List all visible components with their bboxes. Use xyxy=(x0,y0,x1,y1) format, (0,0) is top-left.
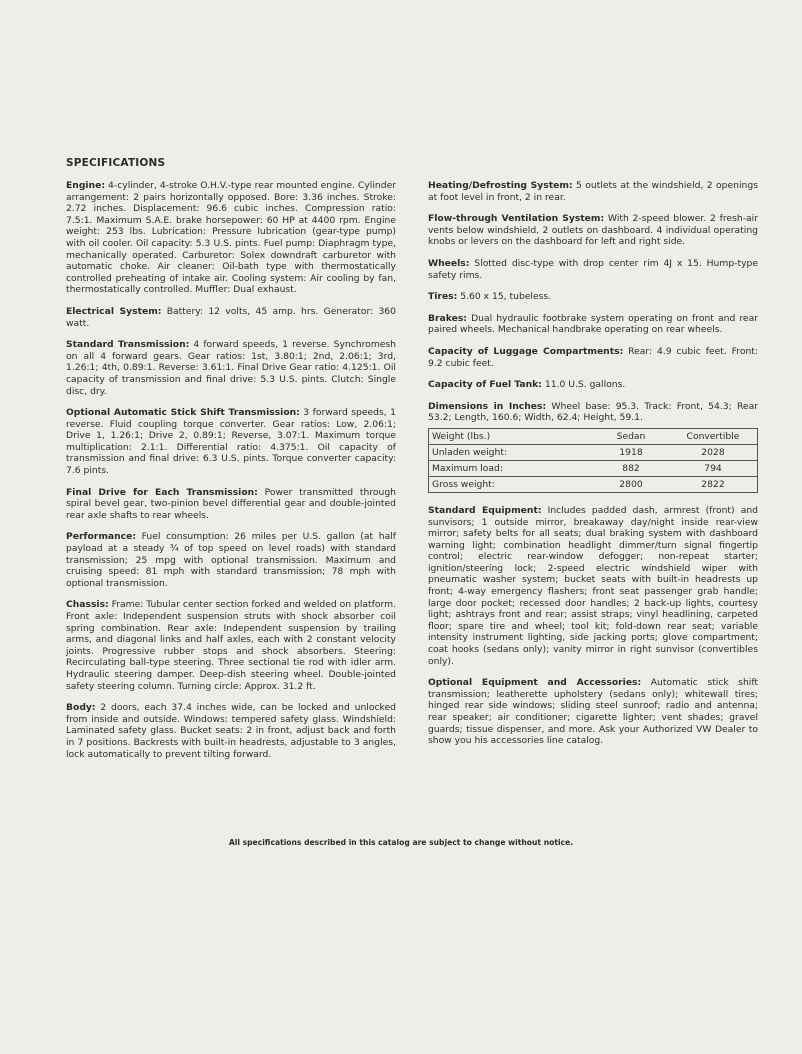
spec-label: Tires: xyxy=(428,291,458,303)
spec-text: 3 forward speeds, 1 reverse. Fluid coupling torque converter. Gear ratios: Low, 2.06:1; Drive 1, 1.26:1; Drive 2, 0.89:1; Reverse, 3.07:1. Maximum torque multiplication: 2.1:1. Differential ratio: 4.375:1. Oil capacity of transmission and final drive: 6.3 U.S. pints. Torque converter capacity: 7.6 pints. xyxy=(66,407,396,477)
table-header-cell: Sedan xyxy=(593,428,669,444)
table-cell: 2800 xyxy=(593,476,669,492)
spec-fuel-tank xyxy=(428,379,758,391)
table-header-cell: Convertible xyxy=(669,428,758,444)
spec-label: Chassis: xyxy=(66,599,109,611)
table-cell: 2028 xyxy=(669,444,758,460)
table-row xyxy=(429,476,758,492)
table-row xyxy=(429,444,758,460)
table-header-row xyxy=(429,428,758,444)
spec-optional-equipment xyxy=(428,677,758,747)
spec-text: Dual hydraulic footbrake system operating on front and rear paired wheels. Mechanical handbrake operating on rear wheels. xyxy=(428,312,758,336)
table-cell: Maximum load: xyxy=(429,460,594,476)
spec-label: Heating/Defrosting System: xyxy=(428,180,573,191)
table-cell: 2822 xyxy=(669,476,758,492)
spec-engine xyxy=(66,180,396,296)
spec-text: 5 outlets at the windshield, 2 openings at foot level in front, 2 in rear. xyxy=(428,180,758,203)
spec-chassis xyxy=(66,599,396,692)
spec-electrical xyxy=(66,306,396,329)
spec-standard-transmission xyxy=(66,339,396,397)
table-cell: Unladen weight: xyxy=(429,444,594,460)
spec-text: Fuel consumption: 26 miles per U.S. gallon (at half payload at a steady ¾ of top speed on level roads) with standard transmission; 25 mpg with optional transmission. Maximum and cruising speed: 81 mph with standard transmission; 78 mph with optional transmission. xyxy=(66,531,396,589)
spec-label: Final Drive for Each Transmission: xyxy=(66,486,258,498)
spec-text: Wheel base: 95.3. Track: Front, 54.3; Rear 53.2; Length, 160.6; Width, 62.4; Height, 59.1. xyxy=(428,400,758,424)
spec-text: 5.60 x 15, tubeless. xyxy=(457,291,552,303)
spec-label: Optional Equipment and Accessories: xyxy=(428,677,642,689)
right-column xyxy=(428,180,758,757)
spec-label: Capacity of Luggage Compartments: xyxy=(428,345,624,357)
spec-tires xyxy=(428,291,758,303)
spec-luggage xyxy=(428,346,758,369)
spec-label: Optional Automatic Stick Shift Transmission: xyxy=(66,407,300,419)
weight-table xyxy=(428,428,758,493)
spec-label: Dimensions in Inches: xyxy=(428,400,547,412)
spec-automatic-transmission xyxy=(66,407,396,477)
spec-ventilation xyxy=(428,213,758,248)
table-cell: 794 xyxy=(669,460,758,476)
spec-text: Frame: Tubular center section forked and welded on platform. Front axle: Independent suspension struts with shock absorber coil spring combination. Rear axle: Independent suspension by trailing arms, and diagonal links and half axles, each with 2 constant velocity joints. Progressive rubber stops and shock absorbers. Steering: Recirculating ball-type steering. Three sectional tie rod with idler arm. Hydraulic steering damper. Deep-dish steering wheel. Double-jointed safety steering column. Turning circle: Approx. 31.2 ft. xyxy=(66,599,396,692)
spec-text: Rear: 4.9 cubic feet. Front: 9.2 cubic feet. xyxy=(428,345,758,369)
spec-text: Power transmitted through spiral bevel gear, two-pinion bevel differential gear and double-jointed rear axle shafts to rear wheels. xyxy=(66,486,396,521)
page-heading: SPECIFICATIONS xyxy=(66,157,166,169)
spec-text: 2 doors, each 37.4 inches wide, can be locked and unlocked from inside and outside. Windows: tempered safety glass. Windshield: Laminated safety glass. Bucket seats: 2 in front, adjust back and forth in 7 positions. Backrests with built-in headrests, adjustable to 3 angles, lock automatically to prevent tilting forward. xyxy=(66,702,396,760)
spec-label: Capacity of Fuel Tank: xyxy=(428,379,542,391)
spec-label: Electrical System: xyxy=(66,305,162,317)
spec-text: Battery: 12 volts, 45 amp. hrs. Generator: 360 watt. xyxy=(66,305,396,329)
table-row xyxy=(429,460,758,476)
spec-wheels xyxy=(428,258,758,281)
spec-text: 4 forward speeds, 1 reverse. Synchromesh on all 4 forward gears. Gear ratios: 1st, 3.80:1; 2nd, 2.06:1; 3rd, 1.26:1; 4th, 0.89:1. Reverse: 3.61:1. Final Drive Gear ratio: 4.125:1. Oil capacity of transmission and final drive: 5.3 U.S. pints. Clutch: Single disc, dry. xyxy=(66,339,396,397)
spec-label: Engine: xyxy=(66,180,105,191)
spec-label: Wheels: xyxy=(428,257,470,269)
table-cell: Gross weight: xyxy=(429,476,594,492)
spec-performance xyxy=(66,531,396,589)
disclaimer-footer: All specifications described in this catalog are subject to change without notice. xyxy=(228,838,574,847)
spec-label: Brakes: xyxy=(428,312,467,324)
spec-standard-equipment xyxy=(428,505,758,667)
left-column xyxy=(66,180,396,770)
spec-label: Standard Transmission: xyxy=(66,339,190,351)
spec-text: 11.0 U.S. gallons. xyxy=(541,379,626,391)
spec-label: Body: xyxy=(66,702,96,714)
table-header-cell: Weight (lbs.) xyxy=(429,428,594,444)
spec-label: Flow-through Ventilation System: xyxy=(428,213,605,225)
spec-final-drive xyxy=(66,487,396,522)
spec-label: Standard Equipment: xyxy=(428,504,542,516)
spec-text: Automatic stick shift transmission; leatherette upholstery (sedans only); whitewall tires; hinged rear side windows; sliding steel sunroof; radio and antenna; rear speaker; air conditioner; cigarette lighter; vent shades; gravel guards; tissue dispenser, and more. Ask your Authorized VW Dealer to show you his accessories line catalog. xyxy=(428,677,758,747)
spec-text: Includes padded dash, armrest (front) and sunvisors; 1 outside mirror, breakaway day/night inside rear-view mirror; safety belts for all seats; dual braking system with dashboard warning light; combination headlight dimmer/turn signal fingertip control; electric rear-window defogger; non-repeat starter; ignition/steering lock; 2-speed electric windshield wiper with pneumatic washer system; bucket seats with built-in headrests up front; 4-way emergency flashers; front seat passenger grab handle; large door pocket; recessed door handles; 2 back-up lights, courtesy light; ashtrays front and rear; assist straps; vinyl headlining, carpeted floor; spare tire and wheel; tool kit; fold-down rear seat; variable intensity instrument lighting, side jacking ports; glove compartment; coat hooks (sedans only); vanity mirror in right sunvisor (convertibles only). xyxy=(428,504,758,667)
spec-text: Slotted disc-type with drop center rim 4J x 15. Hump-type safety rims. xyxy=(428,257,758,281)
table-cell: 1918 xyxy=(593,444,669,460)
spec-heating xyxy=(428,180,758,203)
spec-body xyxy=(66,702,396,760)
spec-label: Performance: xyxy=(66,531,137,543)
spec-dimensions xyxy=(428,401,758,424)
spec-text: 4-cylinder, 4-stroke O.H.V.-type rear mounted engine. Cylinder arrangement: 2 pairs horizontally opposed. Bore: 3.36 inches. Stroke: 2.72 inches. Displacement: 96.6 cubic inches. Compression ratio: 7.5:1. Maximum S.A.E. brake horsepower: 60 HP at 4400 rpm. Engine weight: 253 lbs. Lubrication: Pressure lubrication (gear-type pump) with oil cooler. Oil capacity: 5.3 U.S. pints. Fuel pump: Diaphragm type, mechanically operated. Carburetor: Solex downdraft carburetor with automatic choke. Air cleaner: Oil-bath type with thermostatically controlled preheating of intake air. Cooling system: Air cooling by fan, thermostatically controlled. Muffler: Dual exhaust. xyxy=(66,180,396,296)
spec-brakes xyxy=(428,313,758,336)
spec-text: With 2-speed blower. 2 fresh-air vents below windshield, 2 outlets on dashboard. 4 individual operating knobs or levers on the dashboard for left and right side. xyxy=(428,213,758,248)
table-cell: 882 xyxy=(593,460,669,476)
